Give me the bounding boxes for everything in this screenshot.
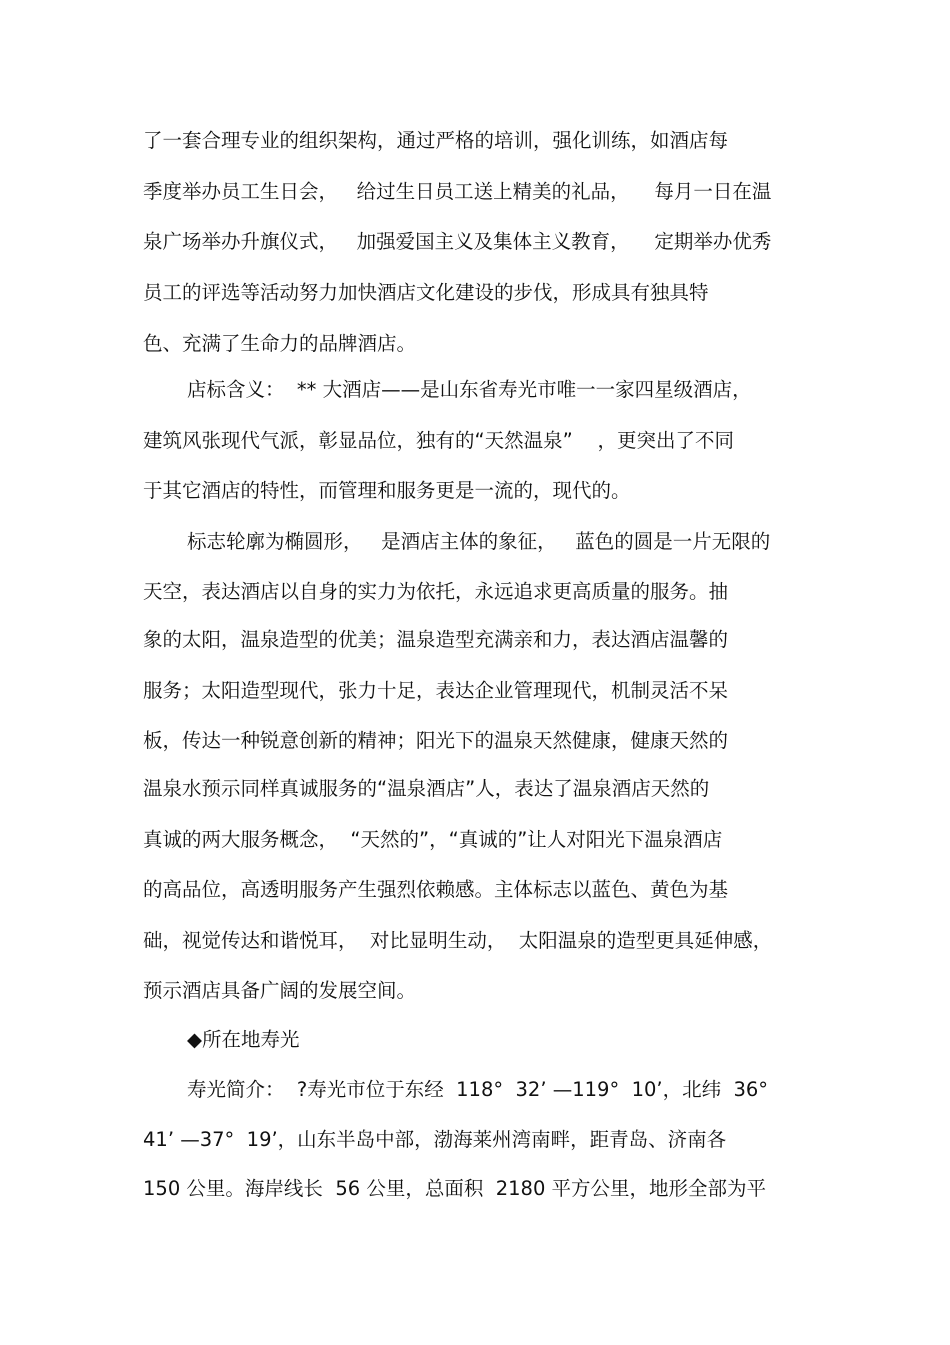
paragraph-line: 的高品位，高透明服务产生强烈依赖感。主体标志以蓝色、黄色为基 bbox=[143, 878, 729, 901]
paragraph-line: 员工的评选等活动努力加快酒店文化建设的步伐，形成具有独具特 bbox=[143, 281, 709, 304]
paragraph-line: 于其它酒店的特性，而管理和服务更是一流的，现代的。 bbox=[143, 479, 631, 502]
paragraph-line: 温泉水预示同样真诚服务的“温泉酒店”人，表达了温泉酒店天然的 bbox=[143, 777, 710, 800]
paragraph-line: 服务；太阳造型现代，张力十足，表达企业管理现代，机制灵活不呆 bbox=[143, 679, 729, 702]
paragraph-line: 象的太阳，温泉造型的优美；温泉造型充满亲和力，表达酒店温馨的 bbox=[143, 628, 729, 651]
paragraph-line: 店标含义： ** 大酒店——是山东省寿光市唯一一家四星级酒店， bbox=[187, 378, 752, 401]
paragraph-line: 色、充满了生命力的品牌酒店。 bbox=[143, 332, 417, 355]
paragraph-line: 天空，表达酒店以自身的实力为依托，永远追求更高质量的服务。抽 bbox=[143, 580, 729, 603]
paragraph-line: 150 公里。海岸线长 56 公里，总面积 2180 平方公里，地形全部为平 bbox=[143, 1177, 767, 1200]
paragraph-line: 寿光简介： ?寿光市位于东经 118° 32’ —119° 10’，北纬 36° bbox=[187, 1078, 769, 1101]
paragraph-line: 泉广场举办升旗仪式， 加强爱国主义及集体主义教育， 定期举办优秀 bbox=[143, 230, 772, 253]
paragraph-line: 真诚的两大服务概念， “天然的”，“真诚的”让人对阳光下温泉酒店 bbox=[143, 828, 723, 851]
paragraph-line: 41’ —37° 19’，山东半岛中部，渤海莱州湾南畔，距青岛、济南各 bbox=[143, 1128, 727, 1151]
paragraph-line: 础，视觉传达和谐悦耳， 对比显明生动， 太阳温泉的造型更具延伸感， bbox=[143, 929, 773, 952]
paragraph-line: 建筑风张现代气派，彰显品位，独有的“天然温泉” ，更突出了不同 bbox=[143, 429, 734, 452]
paragraph-line: 了一套合理专业的组织架构，通过严格的培训，强化训练，如酒店每 bbox=[143, 129, 729, 152]
paragraph-line: 标志轮廓为椭圆形， 是酒店主体的象征， 蓝色的圆是一片无限的 bbox=[187, 530, 771, 553]
paragraph-line: 板，传达一种锐意创新的精神；阳光下的温泉天然健康，健康天然的 bbox=[143, 729, 729, 752]
paragraph-line: 季度举办员工生日会， 给过生日员工送上精美的礼品， 每月一日在温 bbox=[143, 180, 772, 203]
paragraph-line: 预示酒店具备广阔的发展空间。 bbox=[143, 979, 417, 1002]
section-heading: ◆所在地寿光 bbox=[187, 1028, 300, 1051]
